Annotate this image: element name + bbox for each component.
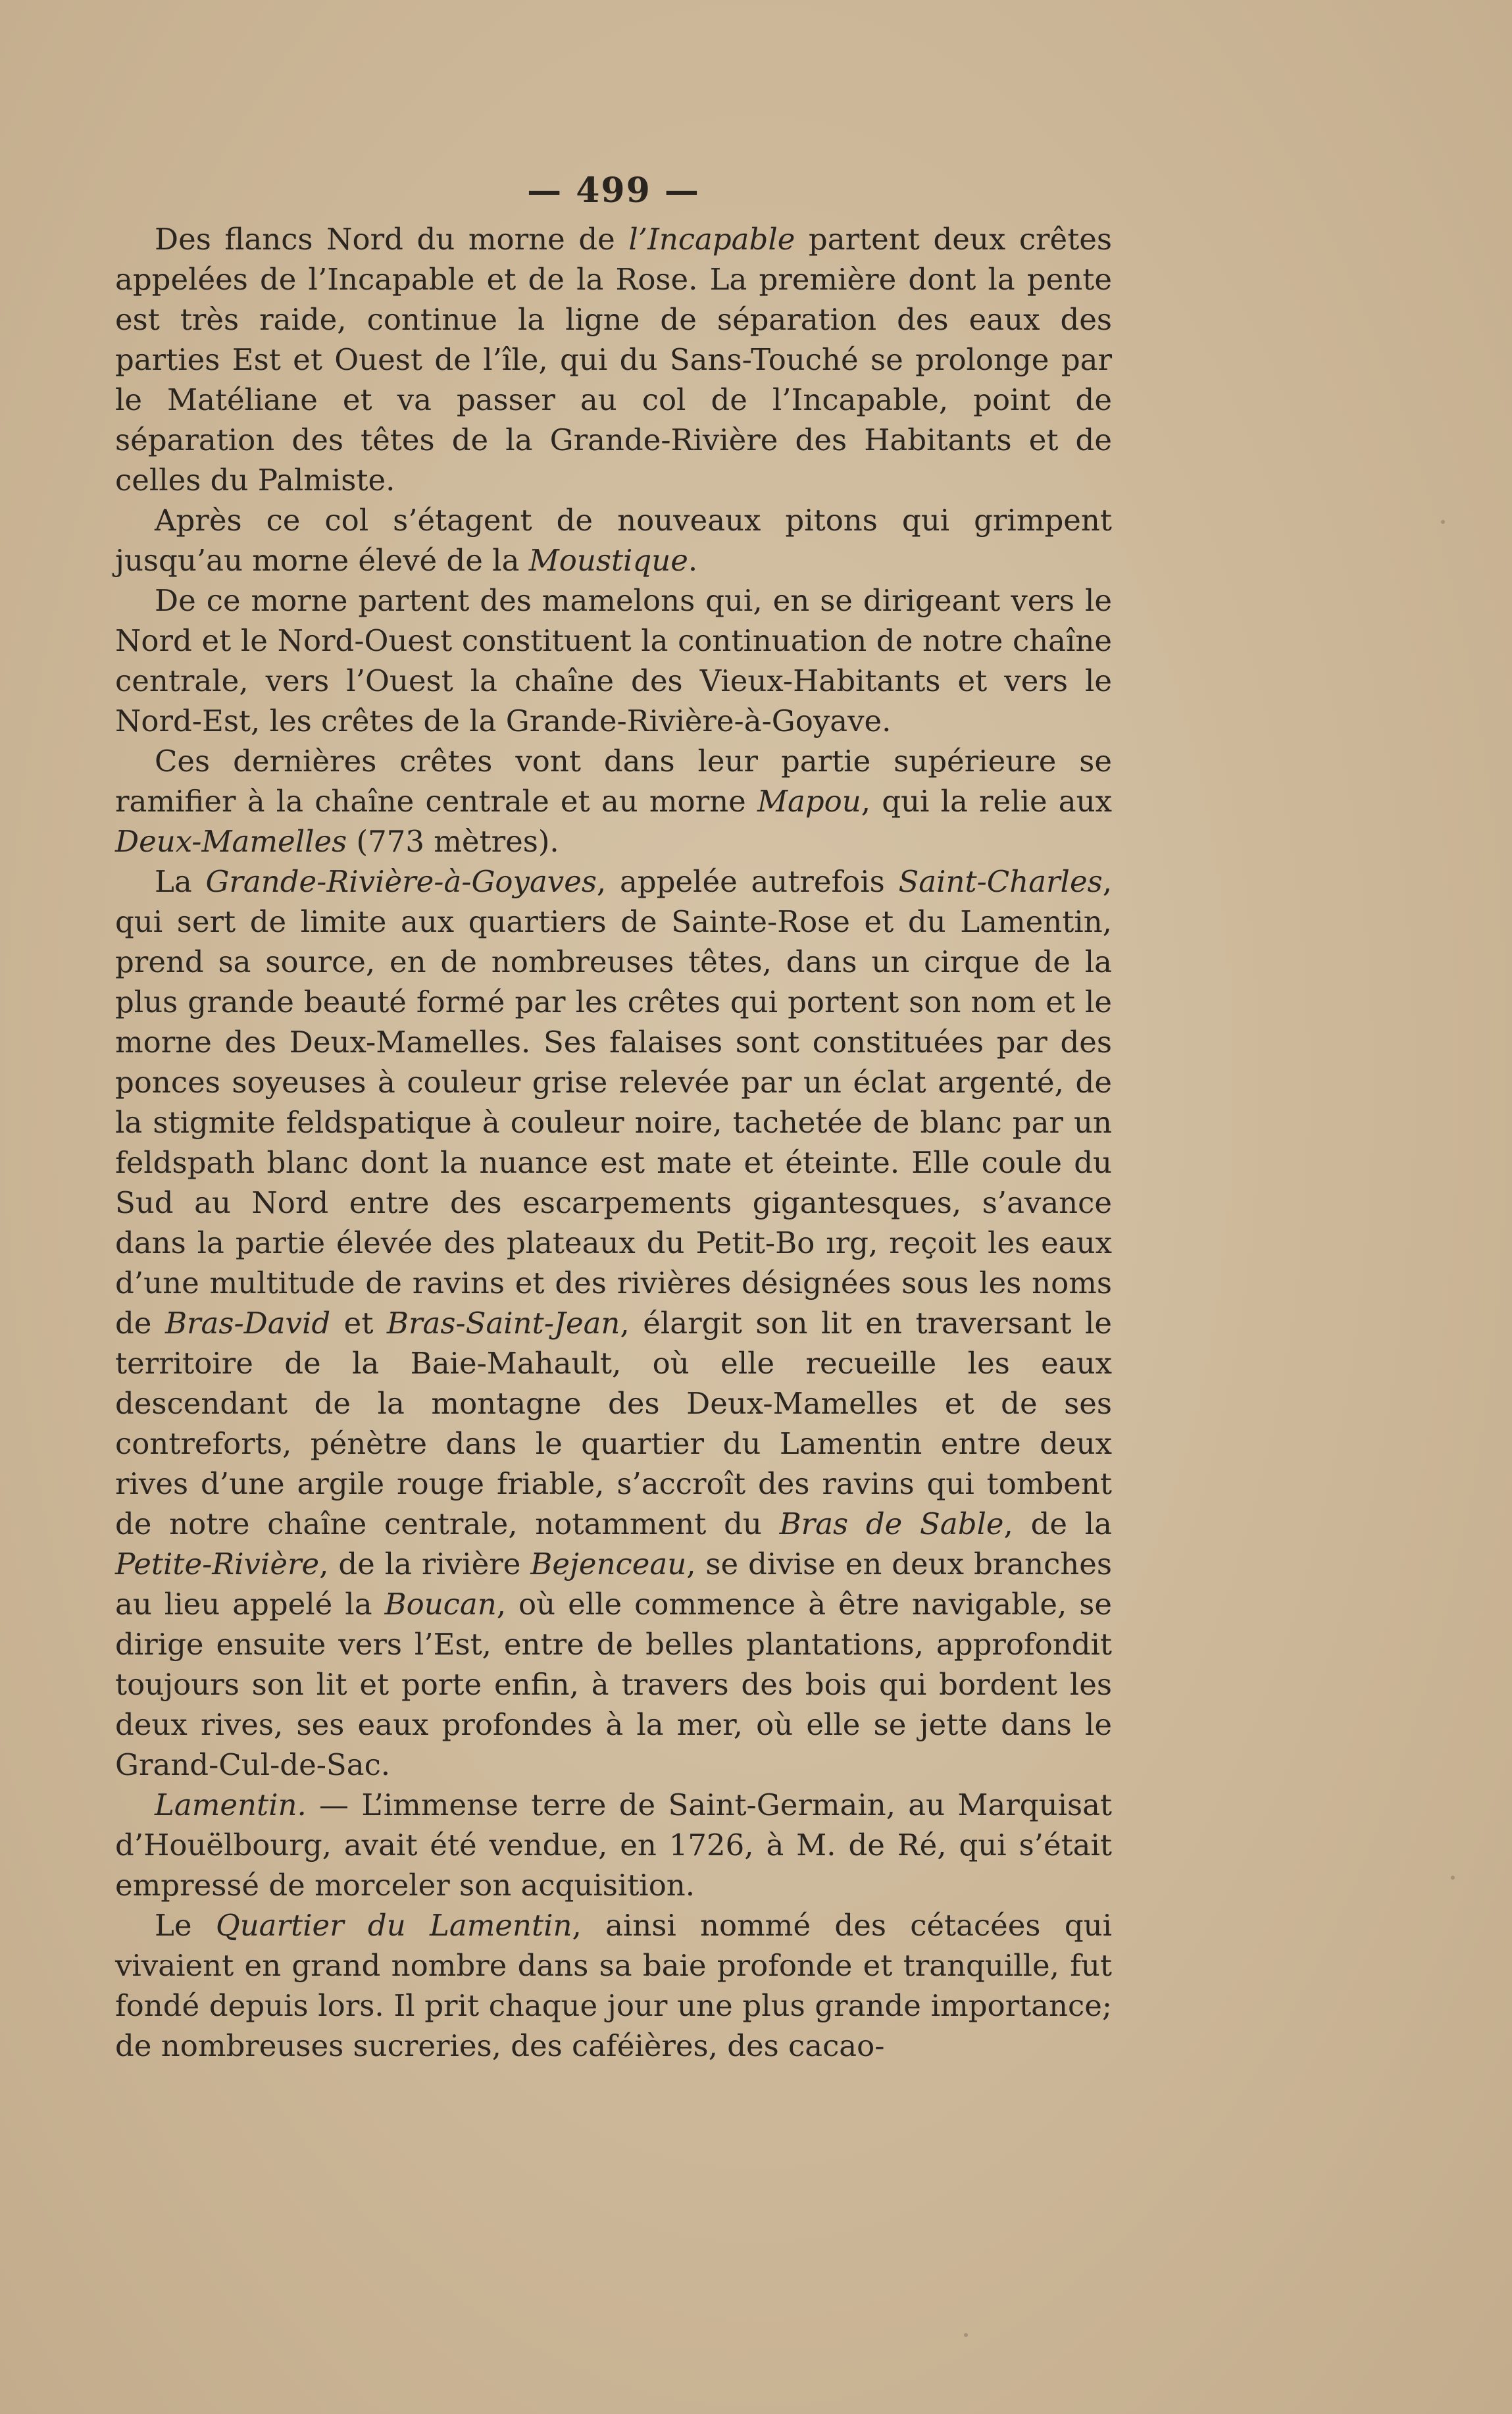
paragraph-lamentin-history: Lamentin. — L’immense terre de Saint-Germain, au Marquisat d’Houëlbourg, avait été vendue, en 1726, à M. de Ré, qui s’était empressé de morceler son acquisition. — [115, 1787, 1112, 1903]
paragraph-mamelons: De ce morne partent des mamelons qui, en se dirigeant vers le Nord et le Nord-Ouest constituent la continuation de notre chaîne centrale, vers l’Ouest la chaîne des Vieux-Habitants et vers le Nord-Est, les crêtes de la Grande-Rivière-à-Goyave. — [115, 583, 1112, 738]
book-page — [115, 168, 1112, 2066]
paper-speck — [964, 2333, 968, 2337]
paragraph-col-pitons: Après ce col s’étagent de nouveaux pitons qui grimpent jusqu’au morne élevé de la Moustique. — [115, 503, 1112, 578]
page-number: — 499 — — [527, 170, 700, 211]
paper-speck — [1441, 520, 1445, 524]
paper-speck — [1451, 1876, 1455, 1880]
paragraph-quartier-lamentin: Le Quartier du Lamentin, ainsi nommé des cétacées qui vivaient en grand nombre dans sa baie profonde et tranquille, fut fondé depuis lors. Il prit chaque jour une plus grande importance; de nombreuses sucreries, des caféières, des cacao- — [115, 1908, 1112, 2063]
paragraph-cretes-mapou: Ces dernières crêtes vont dans leur partie supérieure se ramifier à la chaîne centrale et au morne Mapou, qui la relie aux Deux-Mamelles (773 mètres). — [115, 744, 1113, 859]
paragraph-grande-riviere: La Grande-Rivière-à-Goyaves, appelée autrefois Saint-Charles, qui sert de limite aux quartiers de Sainte-Rose et du Lamentin, prend sa source, en de nombreuses têtes, dans un cirque de la plus grande beauté formé par les crêtes qui portent son nom et le morne des Deux-Mamelles. Ses falaises sont constituées par des ponces soyeuses à couleur grise relevée par un éclat argenté, de la stigmite feldspatique à couleur noire, tachetée de blanc par un feldspath blanc dont la nuance est mate et éteinte. Elle coule du Sud au Nord entre des escarpements gigantesques, s’avance dans la partie élevée des plateaux du Petit-Bo ırg, reçoit les eaux d’une multitude de ravins et des rivières désignées sous les noms de Bras-David et Bras-Saint-Jean, élargit son lit en traversant le territoire de la Baie-Mahault, où elle recueille les eaux descendant de la montagne des Deux-Mamelles et de ses contreforts, pénètre dans le quartier du Lamentin entre deux rives d’une argile rouge friable, s’accroît des ravins qui tombent de notre chaîne centrale, notamment du Bras de Sable, de la Petite-Rivière, de la rivière Bejenceau, se divise en deux branches au lieu appelé la Boucan, où elle commence à être navigable, se dirige ensuite vers l’Est, entre de belles plantations, approfondit toujours son lit et porte enfin, à travers des bois qui bordent les deux rives, ses eaux profondes à la mer, où elle se jette dans le Grand-Cul-de-Sac. — [115, 864, 1113, 1782]
paragraph-incapable-ridges: Des flancs Nord du morne de l’Incapable partent deux crêtes appelées de l’Incapable et de la Rose. La première dont la pente est très raide, continue la ligne de séparation des eaux des parties Est et Ouest de l’île, qui du Sans-Touché se prolonge par le Matéliane et va passer au col de l’Incapable, point de séparation des têtes de la Grande-Rivière des Habitants et de celles du Palmiste. — [115, 222, 1112, 498]
